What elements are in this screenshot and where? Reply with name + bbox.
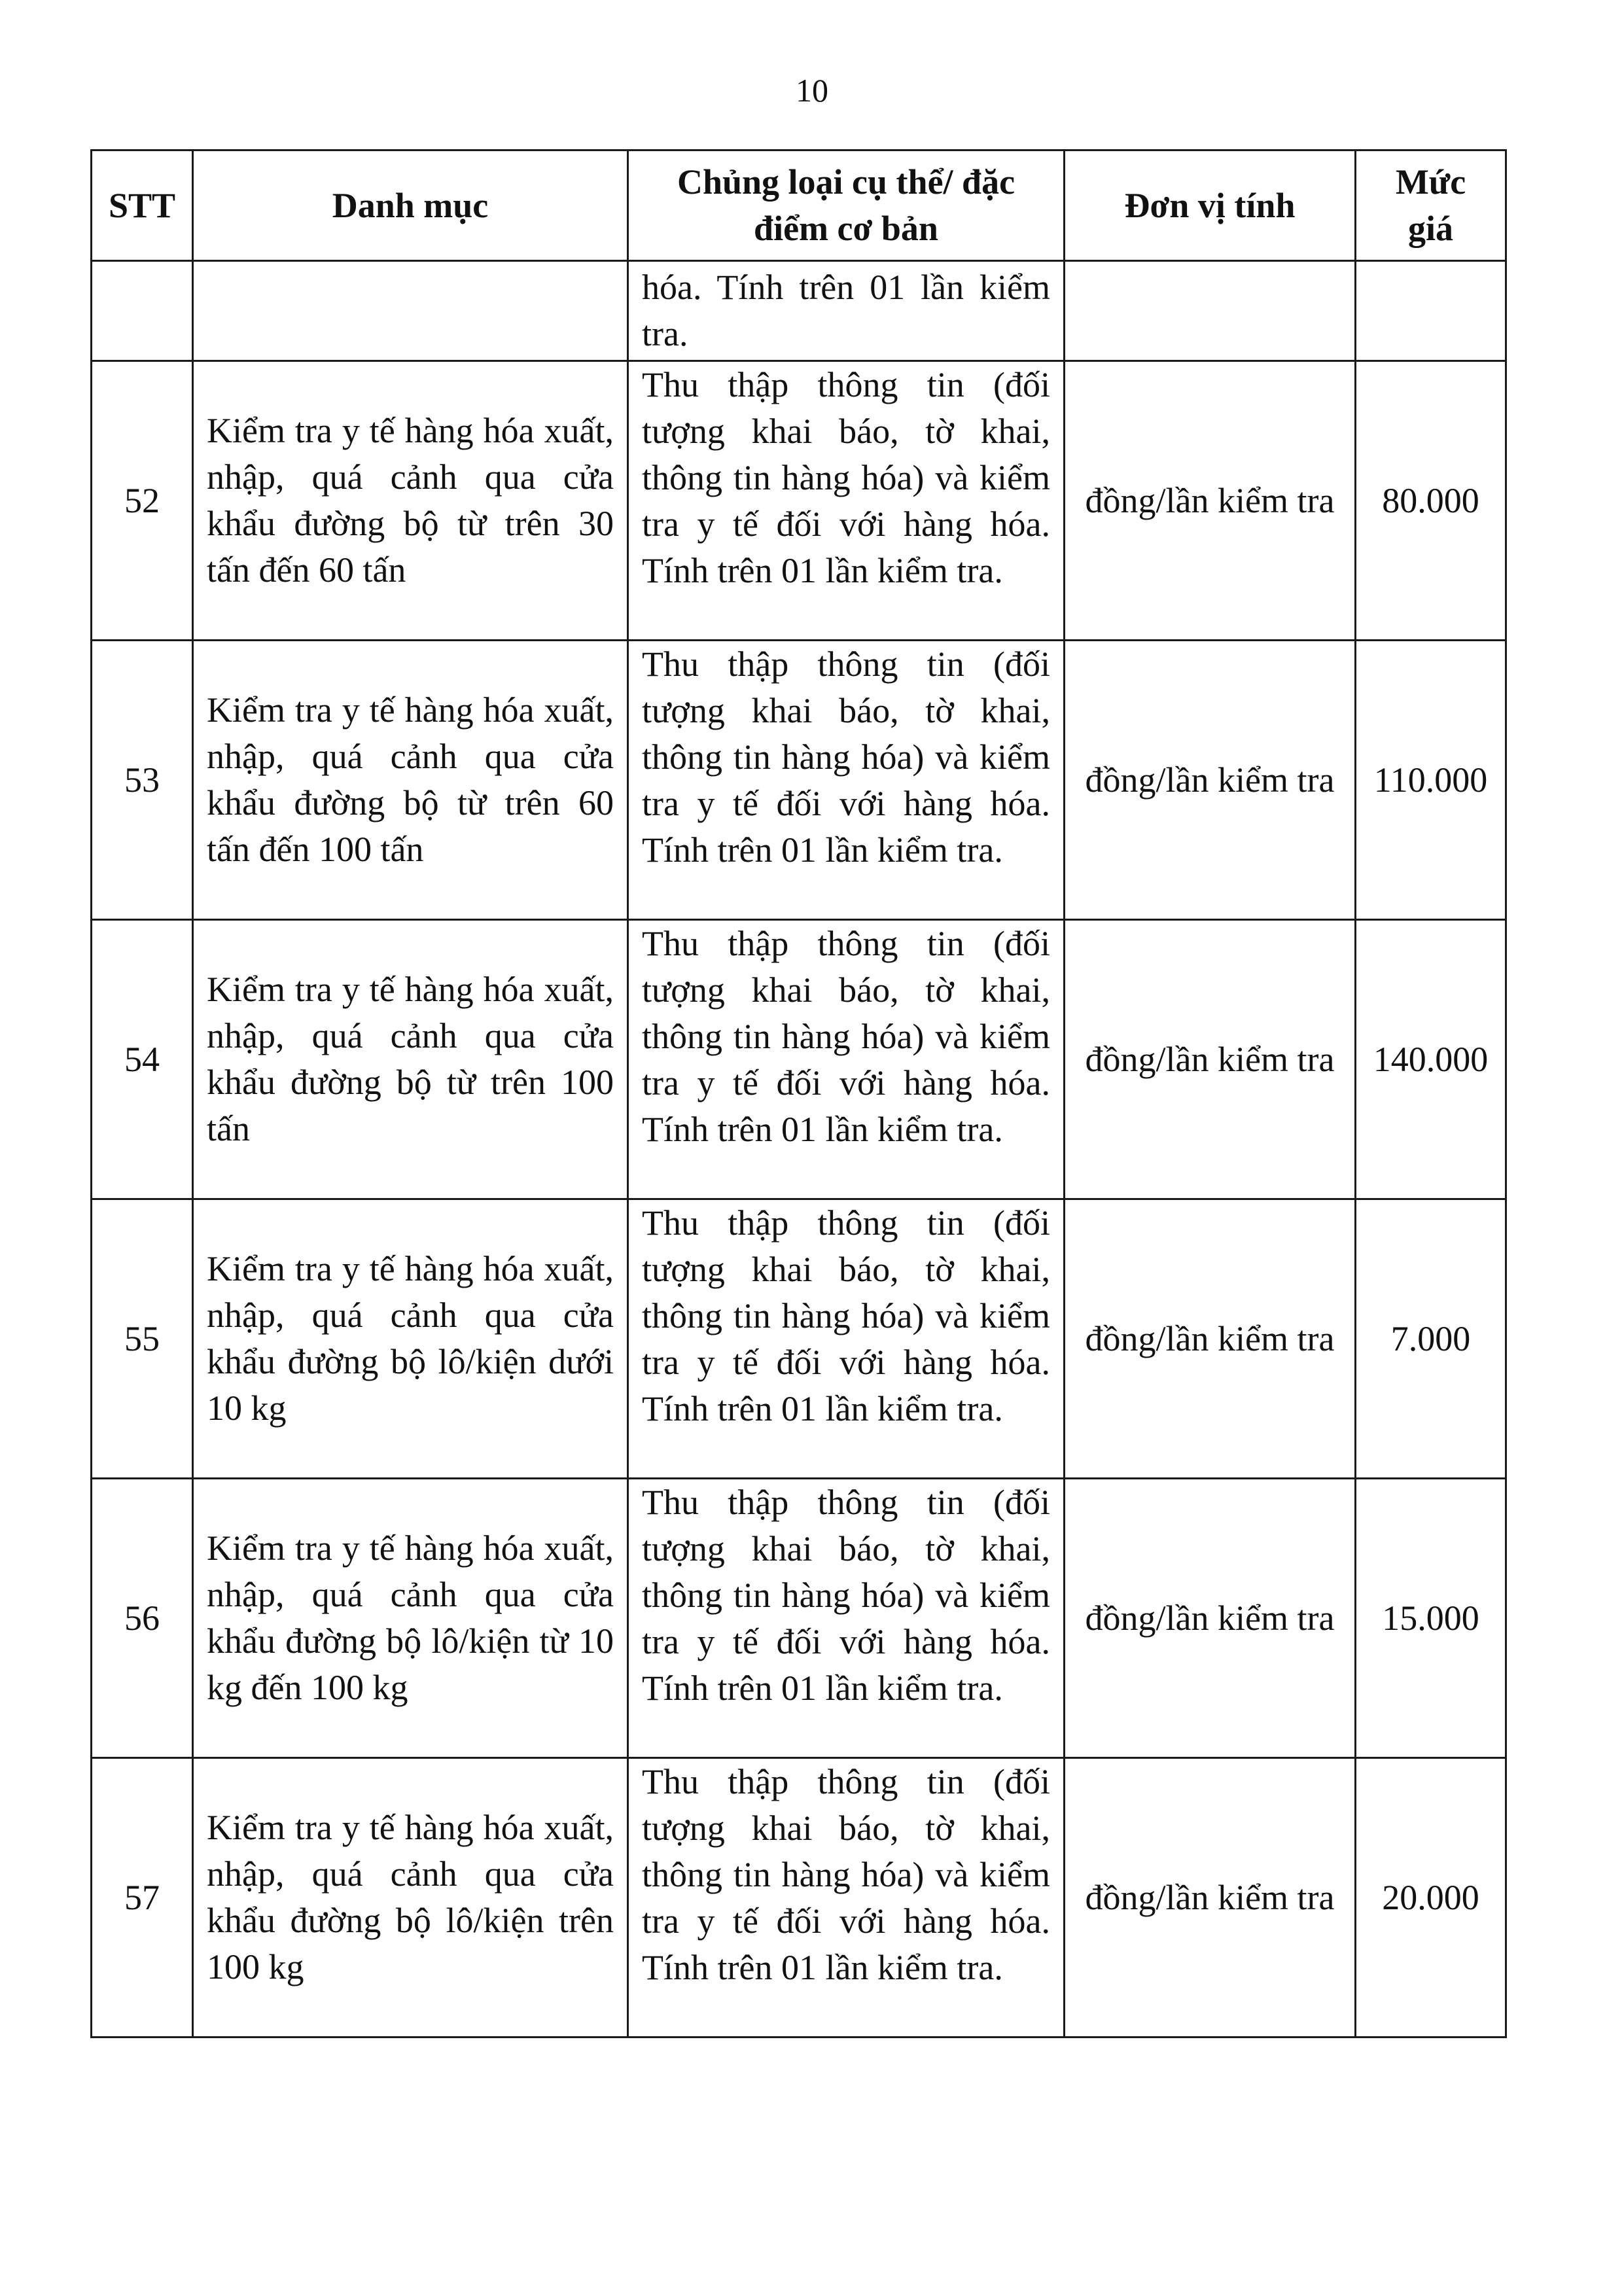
cell-stt [92,261,193,361]
cell-don-vi [1065,261,1356,361]
cell-muc-gia: 15.000 [1356,1479,1506,1758]
cell-stt: 52 [92,361,193,641]
cell-danh-muc: Kiểm tra y tế hàng hóa xuất, nhập, quá cảnh qua cửa khẩu đường bộ từ trên 60 tấn đến 100 tấn [193,641,628,920]
header-chung-loai: Chủng loại cụ thể/ đặc điểm cơ bản [628,150,1065,261]
cell-stt: 56 [92,1479,193,1758]
cell-don-vi: đồng/lần kiểm tra [1065,1479,1356,1758]
cell-don-vi: đồng/lần kiểm tra [1065,1199,1356,1479]
table-row [92,1758,1506,2038]
cell-chung-loai: hóa. Tính trên 01 lần kiểm tra. [628,261,1065,361]
cell-danh-muc: Kiểm tra y tế hàng hóa xuất, nhập, quá cảnh qua cửa khẩu đường bộ lô/kiện dưới 10 kg [193,1199,628,1479]
cell-chung-loai: Thu thập thông tin (đối tượng khai báo, tờ khai, thông tin hàng hóa) và kiểm tra y tế đối với hàng hóa. Tính trên 01 lần kiểm tra. [628,1758,1065,2038]
cell-muc-gia: 140.000 [1356,920,1506,1199]
header-stt: STT [92,150,193,261]
cell-danh-muc: Kiểm tra y tế hàng hóa xuất, nhập, quá cảnh qua cửa khẩu đường bộ từ trên 30 tấn đến 60 tấn [193,361,628,641]
cell-chung-loai: Thu thập thông tin (đối tượng khai báo, tờ khai, thông tin hàng hóa) và kiểm tra y tế đối với hàng hóa. Tính trên 01 lần kiểm tra. [628,641,1065,920]
price-table [90,149,1507,2038]
cell-stt: 54 [92,920,193,1199]
cell-chung-loai: Thu thập thông tin (đối tượng khai báo, tờ khai, thông tin hàng hóa) và kiểm tra y tế đối với hàng hóa. Tính trên 01 lần kiểm tra. [628,920,1065,1199]
cell-danh-muc: Kiểm tra y tế hàng hóa xuất, nhập, quá cảnh qua cửa khẩu đường bộ lô/kiện trên 100 kg [193,1758,628,2038]
table-row [92,641,1506,920]
table-header-row [92,150,1506,261]
cell-stt: 55 [92,1199,193,1479]
table-row [92,1199,1506,1479]
cell-chung-loai: Thu thập thông tin (đối tượng khai báo, tờ khai, thông tin hàng hóa) và kiểm tra y tế đối với hàng hóa. Tính trên 01 lần kiểm tra. [628,1479,1065,1758]
cell-don-vi: đồng/lần kiểm tra [1065,920,1356,1199]
table-row [92,361,1506,641]
cell-muc-gia: 20.000 [1356,1758,1506,2038]
cell-muc-gia: 80.000 [1356,361,1506,641]
cell-don-vi: đồng/lần kiểm tra [1065,361,1356,641]
cell-danh-muc [193,261,628,361]
header-don-vi: Đơn vị tính [1065,150,1356,261]
header-danh-muc: Danh mục [193,150,628,261]
cell-muc-gia: 110.000 [1356,641,1506,920]
table-row-continuation [92,261,1506,361]
cell-stt: 57 [92,1758,193,2038]
cell-chung-loai: Thu thập thông tin (đối tượng khai báo, tờ khai, thông tin hàng hóa) và kiểm tra y tế đối với hàng hóa. Tính trên 01 lần kiểm tra. [628,361,1065,641]
cell-muc-gia [1356,261,1506,361]
cell-muc-gia: 7.000 [1356,1199,1506,1479]
cell-don-vi: đồng/lần kiểm tra [1065,641,1356,920]
cell-stt: 53 [92,641,193,920]
table-row [92,1479,1506,1758]
header-muc-gia: Mức giá [1356,150,1506,261]
cell-danh-muc: Kiểm tra y tế hàng hóa xuất, nhập, quá cảnh qua cửa khẩu đường bộ lô/kiện từ 10 kg đến 100 kg [193,1479,628,1758]
cell-don-vi: đồng/lần kiểm tra [1065,1758,1356,2038]
table-row [92,920,1506,1199]
cell-danh-muc: Kiểm tra y tế hàng hóa xuất, nhập, quá cảnh qua cửa khẩu đường bộ từ trên 100 tấn [193,920,628,1199]
cell-chung-loai: Thu thập thông tin (đối tượng khai báo, tờ khai, thông tin hàng hóa) và kiểm tra y tế đối với hàng hóa. Tính trên 01 lần kiểm tra. [628,1199,1065,1479]
page-number: 10 [796,72,828,109]
